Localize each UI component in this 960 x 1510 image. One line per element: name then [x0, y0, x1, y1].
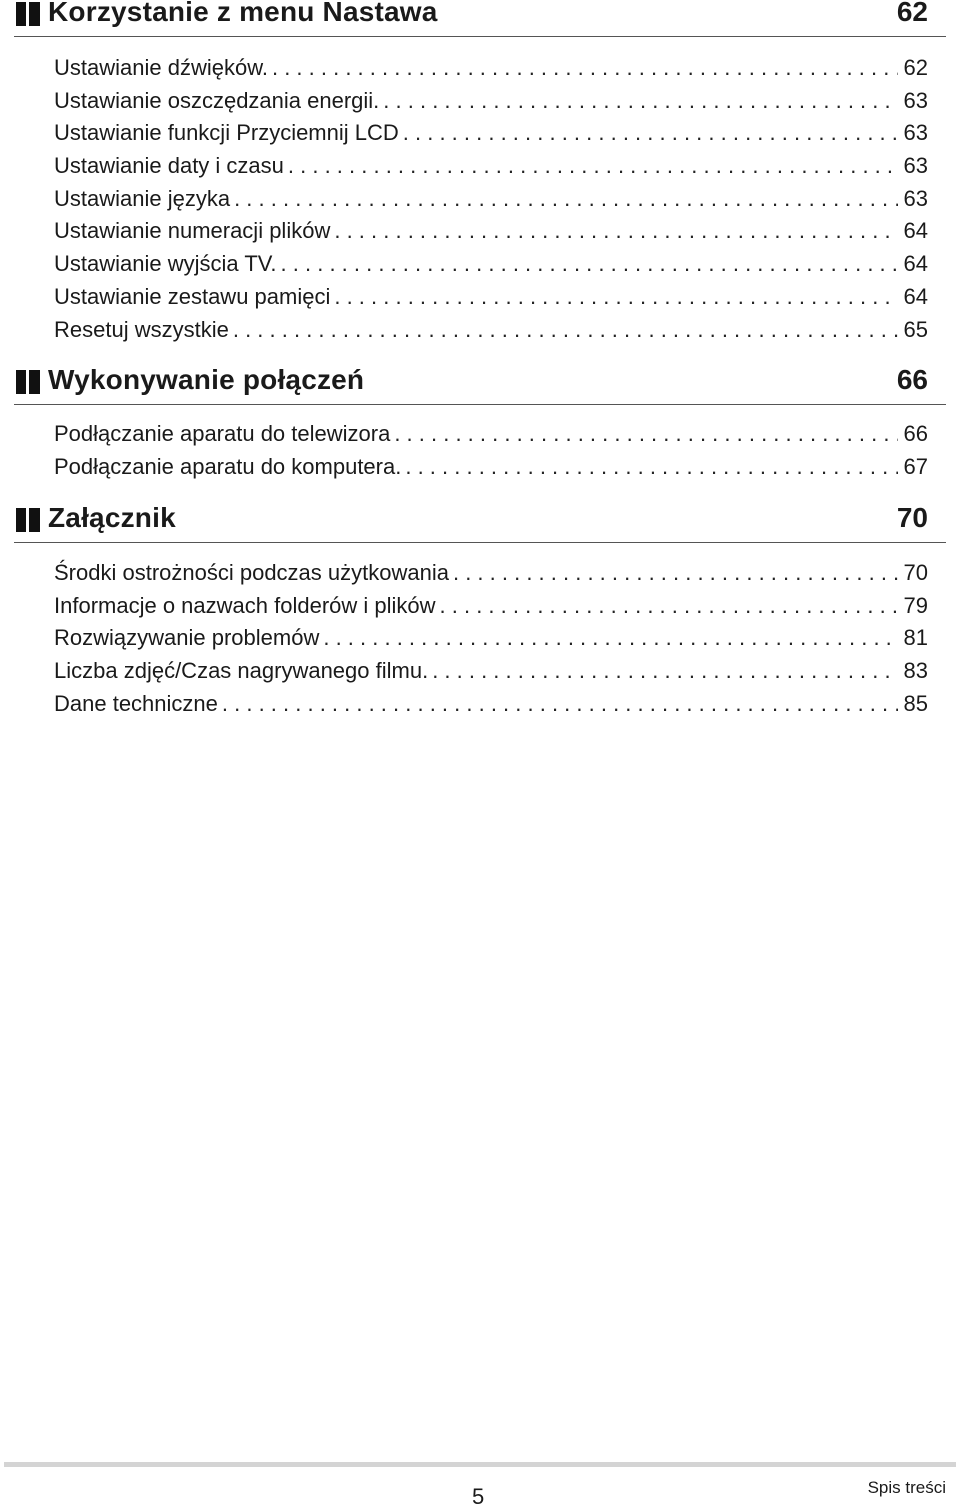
- toc-entry[interactable]: [54, 557, 928, 590]
- section-entries: [54, 52, 928, 346]
- section-marker-icon: [16, 370, 42, 394]
- section-header: [14, 0, 946, 37]
- page-number: 5: [472, 1484, 485, 1509]
- toc-entry[interactable]: [54, 451, 928, 484]
- toc-leader: [334, 215, 897, 248]
- toc-section-connections: [14, 364, 946, 479]
- toc-entry-page: 63: [903, 185, 928, 211]
- toc-entry[interactable]: [54, 150, 928, 183]
- section-header: [14, 364, 946, 405]
- toc-leader: [394, 418, 897, 451]
- toc-entry[interactable]: [54, 52, 928, 85]
- toc-entry[interactable]: [54, 117, 928, 150]
- section-title: Załącznik: [48, 502, 176, 533]
- toc-entry-page: 64: [903, 251, 928, 277]
- section-entries: [54, 557, 928, 720]
- toc-entry-page: 67: [903, 453, 928, 479]
- toc-leader: [453, 557, 898, 590]
- toc-leader: [405, 451, 897, 484]
- section-page: 62: [896, 0, 928, 27]
- toc-leader: [432, 655, 897, 688]
- toc-leader: [272, 52, 898, 85]
- toc-leader: [233, 314, 898, 347]
- section-page: 70: [896, 502, 928, 533]
- toc-entry[interactable]: [54, 688, 928, 721]
- toc-entry-page: 64: [903, 283, 928, 309]
- toc-entry-label: Podłączanie aparatu do telewizora: [54, 421, 391, 446]
- toc-entry-label: Ustawianie zestawu pamięci: [54, 283, 331, 309]
- footer-rule: [4, 1462, 956, 1467]
- section-entries: [54, 418, 928, 483]
- toc-leader: [323, 622, 897, 655]
- toc-entry-label: Informacje o nazwach folderów i plików: [54, 592, 436, 618]
- section-marker-icon: [16, 508, 42, 532]
- section-header: [14, 502, 946, 543]
- toc-entry-page: 83: [903, 658, 928, 684]
- toc-leader: [403, 117, 898, 150]
- toc-section-settings-menu: [14, 0, 946, 342]
- toc-leader: [383, 85, 897, 118]
- toc-entry[interactable]: [54, 281, 928, 314]
- toc-entry-label: Ustawianie języka: [54, 185, 231, 211]
- section-page: 66: [896, 364, 928, 395]
- toc-entry-label: Ustawianie daty i czasu: [54, 153, 284, 179]
- toc-entry[interactable]: [54, 314, 928, 347]
- toc-entry-label: Ustawianie dźwięków.: [54, 55, 268, 80]
- toc-entry-label: Resetuj wszystkie: [54, 316, 229, 342]
- toc-entry[interactable]: [54, 183, 928, 216]
- toc-entry[interactable]: [54, 655, 928, 688]
- toc-leader: [288, 150, 898, 183]
- toc-leader: [281, 248, 898, 281]
- toc-entry-label: Ustawianie funkcji Przyciemnij LCD: [54, 120, 399, 146]
- toc-entry-page: 66: [903, 421, 928, 446]
- toc-entry-page: 65: [903, 316, 928, 342]
- toc-leader: [440, 590, 898, 623]
- toc-entry[interactable]: [54, 418, 928, 451]
- toc-entry-page: 81: [903, 625, 928, 651]
- toc-entry[interactable]: [54, 215, 928, 248]
- section-marker-icon: [16, 2, 42, 26]
- toc-entry-label: Ustawianie numeracji plików: [54, 218, 331, 244]
- toc-entry-label: Środki ostrożności podczas użytkowania: [54, 560, 449, 585]
- section-title: Wykonywanie połączeń: [48, 364, 365, 395]
- toc-entry-page: 64: [903, 218, 928, 244]
- toc-leader: [222, 688, 898, 721]
- footer-label: Spis treści: [867, 1478, 946, 1497]
- toc-entry-page: 85: [903, 690, 928, 716]
- section-title: Korzystanie z menu Nastawa: [48, 0, 438, 27]
- toc-entry[interactable]: [54, 85, 928, 118]
- toc-entry-page: 62: [903, 55, 928, 80]
- toc-leader: [234, 183, 897, 216]
- toc-entry-label: Rozwiązywanie problemów: [54, 625, 320, 651]
- toc-entry-page: 63: [903, 87, 928, 113]
- toc-entry-page: 63: [903, 153, 928, 179]
- toc-entry-page: 70: [903, 560, 928, 585]
- toc-section-appendix: [14, 502, 946, 716]
- toc-entry-page: 79: [903, 592, 928, 618]
- toc-entry[interactable]: [54, 248, 928, 281]
- toc-entry-label: Ustawianie oszczędzania energii.: [54, 87, 380, 113]
- toc-entry-label: Ustawianie wyjścia TV.: [54, 251, 277, 277]
- toc-entry-label: Dane techniczne: [54, 690, 218, 716]
- toc-entry[interactable]: [54, 622, 928, 655]
- toc-entry-label: Podłączanie aparatu do komputera.: [54, 453, 402, 479]
- toc-leader: [334, 281, 897, 314]
- toc-entry-page: 63: [903, 120, 928, 146]
- toc-entry-label: Liczba zdjęć/Czas nagrywanego filmu.: [54, 658, 429, 684]
- toc-entry[interactable]: [54, 590, 928, 623]
